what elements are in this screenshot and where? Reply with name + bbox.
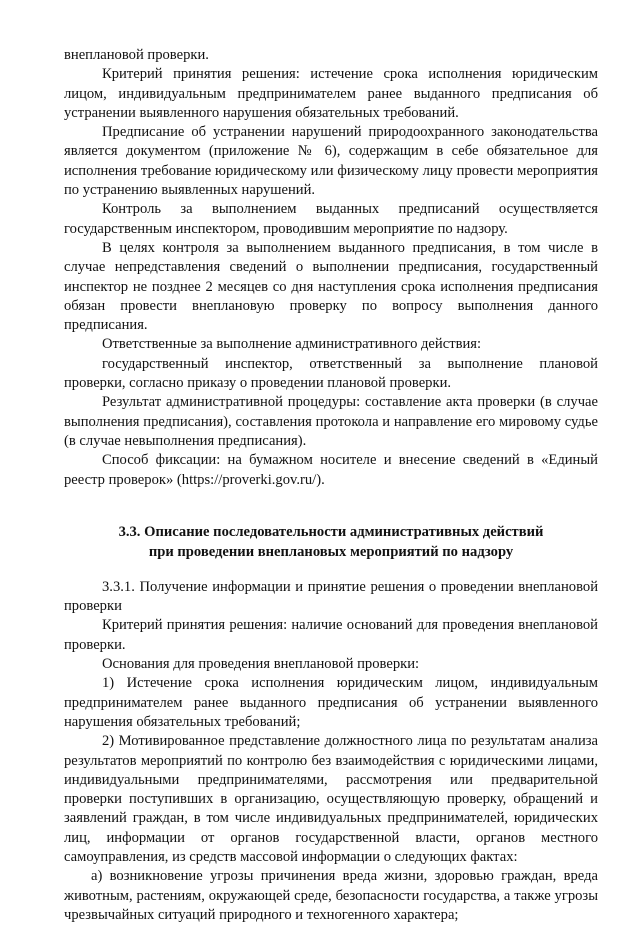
paragraph-result: Результат административной процедуры: составление акта проверки (в случае выполнения предписания), составления протокола и направление его мировому судье (в случае невыполнения предписания).: [64, 394, 598, 449]
paragraph-grounds-intro: Основания для проведения внеплановой проверки:: [102, 656, 420, 673]
paragraph-ground-2a: а) возникновение угрозы причинения вреда жизни, здоровью граждан, вреда животным, растениям, окружающей среде, безопасности государства, а также угрозы чрезвычайных ситуаций природного и техногенного характера;: [64, 868, 598, 923]
section-heading-line-1: 3.3. Описание последовательности административных действий: [118, 523, 544, 540]
paragraph-ground-2: 2) Мотивированное представление должностного лица по результатам анализа результатов мероприятий по контролю без взаимодействия с юридическими лицами, индивидуальными предпринимателями, рассмотрения или предварительной проверки поступивших в организацию, осуществляющую проверку, обращений и заявлений граждан, в том числе индивидуальных предпринимателей, юридических лиц, информации от органов государственной власти, органов местного самоуправления, из средств массовой информации о следующих фактах:: [64, 733, 598, 865]
paragraph-decision-criterion: Критерий принятия решения: наличие оснований для проведения внеплановой проверки.: [64, 617, 598, 653]
paragraph-responsible: Ответственные за выполнение административного действия:: [102, 336, 482, 353]
paragraph-subsection-title: 3.3.1. Получение информации и принятие решения о проведении внеплановой проверки: [64, 578, 598, 615]
paragraph-continuation: внеплановой проверки.: [64, 47, 209, 63]
paragraph-control-purpose: В целях контроля за выполнением выданного предписания, в том числе в случае непредставления сведений о выполнении предписания, государственный инспектор не позднее 2 месяцев со дня наступления срока исполнения предписания обязан провести внеплановую проверку по вопросу выполнения данного предписания.: [64, 239, 598, 334]
paragraph-prescription: Предписание об устранении нарушений природоохранного законодательства является документом (приложение № 6), содержащим в себе обязательное для исполнения требование юридическому или физическому лицу провести мероприятия по устранению выявленных нарушений.: [64, 124, 598, 199]
paragraph-inspector: государственный инспектор, ответственный за выполнение плановой проверки, согласно приказу о проведении плановой проверки.: [64, 355, 598, 392]
paragraph-ground-1: 1) Истечение срока исполнения юридическим лицом, индивидуальным предпринимателем ранее выданного предписания об устранении выявленного нарушения обязательных требований;: [64, 675, 598, 730]
section-heading: [64, 522, 598, 562]
paragraph-fixation: Способ фиксации: на бумажном носителе и внесение сведений в «Единый реестр проверок» (https://proverki.gov.ru/).: [64, 452, 598, 488]
document-page: [64, 46, 598, 925]
paragraph-control: Контроль за выполнением выданных предписаний осуществляется государственным инспектором, проводившим мероприятие по надзору.: [64, 201, 598, 237]
paragraph-criterion: Критерий принятия решения: истечение срока исполнения юридическим лицом, индивидуальным предпринимателем ранее выданного предписания об устранении выявленного нарушения обязательных требований.: [64, 66, 598, 121]
section-heading-line-2: при проведении внеплановых мероприятий по надзору: [148, 543, 514, 560]
